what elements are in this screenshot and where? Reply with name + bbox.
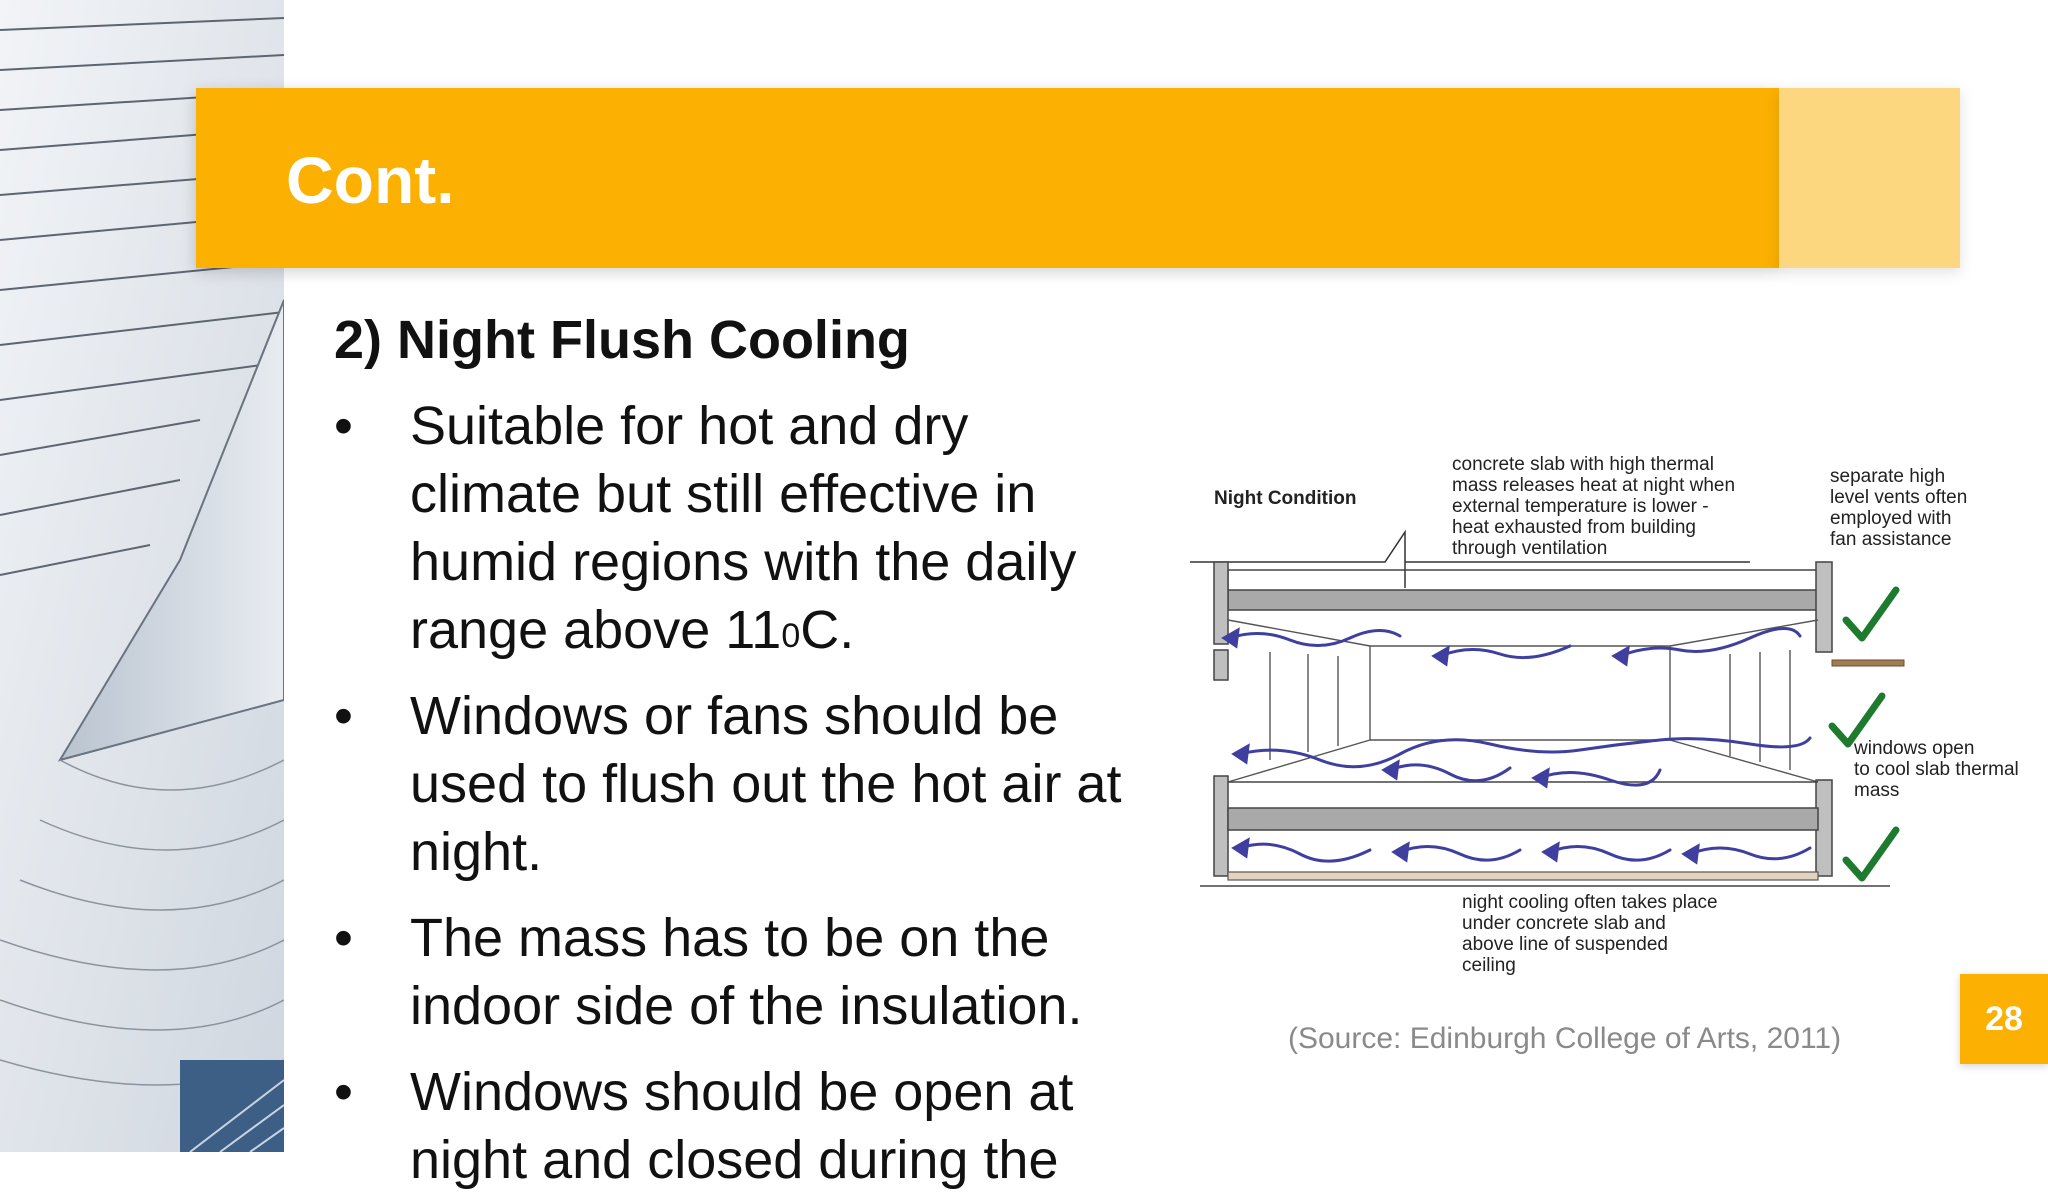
bullet-text [410, 392, 1230, 664]
bullet-line: indoor side of the insulation. [410, 976, 1083, 1036]
windows-annotation [1853, 738, 2019, 801]
title-banner-accent [1779, 88, 1960, 268]
bullet-marker: • [334, 686, 353, 746]
vents-annotation [1830, 466, 1967, 550]
annotation-line: concrete slab with high thermal [1452, 454, 1714, 475]
section-heading: 2) Night Flush Cooling [334, 310, 910, 370]
annotation-line: above line of suspended [1462, 934, 1668, 955]
slab-annotation [1452, 454, 1735, 559]
bullet-line: night. [410, 822, 543, 882]
annotation-line: level vents often [1830, 487, 1968, 508]
slide-title: Cont. [286, 143, 455, 217]
annotation-line: to cool slab thermal [1854, 759, 2019, 780]
annotation-line: windows open [1854, 738, 1975, 759]
annotation-line: mass releases heat at night when [1452, 475, 1736, 496]
check-icon [1846, 830, 1896, 878]
ceiling-annotation [1462, 892, 1718, 976]
bullet-line: Windows or fans should be [410, 686, 1059, 746]
check-marks [1832, 590, 1896, 878]
bullet-text [410, 1058, 1230, 1194]
bullet-marker: • [334, 908, 353, 968]
annotation-line: night cooling often takes place [1462, 892, 1718, 913]
bullet-line: used to flush out the hot air at [410, 754, 1122, 814]
annotation-line: employed with [1830, 508, 1952, 529]
bullet-line-text: C. [800, 600, 855, 660]
bullet-line [410, 596, 1230, 664]
annotation-line: under concrete slab and [1462, 913, 1666, 934]
source-citation: (Source: Edinburgh College of Arts, 2011) [1288, 1022, 1842, 1055]
bullet-line-text: range above 11 [410, 600, 782, 660]
night-flush-diagram [1190, 440, 2048, 980]
bullet-text [410, 904, 1230, 1040]
check-icon [1846, 590, 1896, 638]
bullet-line: Windows should be open at [410, 1062, 1074, 1122]
page-number: 28 [1985, 1000, 2023, 1038]
annotation-line: fan assistance [1830, 529, 1952, 550]
annotation-line: separate high [1830, 466, 1946, 487]
bullet-marker: • [334, 396, 353, 456]
night-condition-label: Night Condition [1214, 488, 1357, 509]
annotation-line: mass [1854, 780, 1900, 801]
bullet-line: Suitable for hot and dry [410, 396, 969, 456]
check-icon [1832, 696, 1882, 744]
annotation-line: external temperature is lower - [1452, 496, 1709, 517]
bullet-text [410, 682, 1230, 886]
annotation-line: through ventilation [1452, 538, 1608, 559]
bullet-line: humid regions with the daily [410, 532, 1077, 592]
superscript-degree: 0 [781, 617, 801, 655]
bullet-line: night and closed during the [410, 1130, 1059, 1190]
annotation-line: heat exhausted from building [1452, 517, 1696, 538]
bullet-line: climate but still effective in [410, 464, 1037, 524]
bullet-marker: • [334, 1062, 353, 1122]
building-section [1200, 562, 1904, 886]
annotation-line: ceiling [1462, 955, 1516, 976]
bullet-line: The mass has to be on the [410, 908, 1050, 968]
